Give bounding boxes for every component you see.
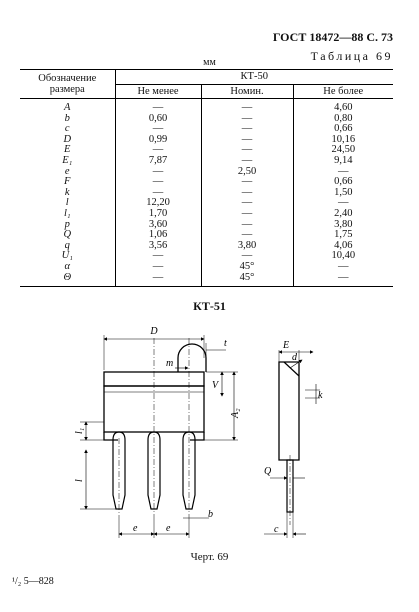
- cell-min: 12,20: [115, 198, 201, 209]
- dim-e-label-2: e: [166, 523, 171, 534]
- cell-nom: —: [201, 156, 293, 167]
- dim-b-label: b: [208, 509, 213, 520]
- cell-nom: —: [201, 188, 293, 199]
- cell-max: 1,75: [293, 230, 393, 241]
- table-row: [20, 273, 393, 287]
- page-footer: ¹/₂ 5—828: [12, 576, 54, 587]
- model-header: КТ-50: [115, 70, 393, 85]
- cell-sym: e: [64, 165, 70, 177]
- cell-max: 0,66: [293, 177, 393, 188]
- cell-min: 3,56: [115, 241, 201, 252]
- cell-sym: Q: [63, 229, 72, 241]
- cell-min: —: [115, 145, 201, 156]
- table-label: Таблица 69: [310, 49, 393, 63]
- cell-max: 4,60: [293, 99, 393, 114]
- cell-sym: U₁: [61, 250, 73, 262]
- dimensions-table: [20, 69, 393, 287]
- cell-max: —: [293, 198, 393, 209]
- cell-nom: 3,80: [201, 241, 293, 252]
- table-body: [20, 99, 393, 287]
- cell-sym: k: [64, 186, 70, 198]
- table-row: [20, 209, 393, 220]
- cell-min: —: [115, 167, 201, 178]
- table-row: [20, 99, 393, 114]
- table-row: [20, 156, 393, 167]
- cell-nom: 45°: [201, 273, 293, 287]
- cell-max: 0,66: [293, 124, 393, 135]
- dim-c-label: c: [274, 524, 279, 535]
- cell-sym: p: [64, 218, 70, 230]
- dim-A2-label: A₂: [230, 408, 241, 418]
- cell-max: 1,50: [293, 188, 393, 199]
- dim-t-label: t: [224, 338, 227, 349]
- cell-max: 9,14: [293, 156, 393, 167]
- drawing-caption: Черт. 69: [190, 551, 229, 563]
- col-nom: Номин.: [201, 84, 293, 99]
- technical-drawing: [0, 310, 419, 550]
- unit-label: мм: [203, 57, 216, 68]
- cell-nom: —: [201, 230, 293, 241]
- cell-nom: —: [201, 135, 293, 146]
- cell-min: —: [115, 177, 201, 188]
- cell-min: 3,60: [115, 220, 201, 231]
- cell-max: —: [293, 167, 393, 178]
- cell-max: 0,80: [293, 114, 393, 125]
- table-row: [20, 262, 393, 273]
- cell-sym: b: [64, 112, 70, 124]
- page-header: ГОСТ 18472—88 С. 73: [272, 30, 393, 44]
- dim-k-label: k: [318, 390, 323, 401]
- cell-nom: —: [201, 177, 293, 188]
- cell-max: 3,80: [293, 220, 393, 231]
- cell-nom: —: [201, 124, 293, 135]
- cell-min: 0,60: [115, 114, 201, 125]
- cell-min: —: [115, 188, 201, 199]
- cell-min: 1,06: [115, 230, 201, 241]
- cell-min: —: [115, 273, 201, 287]
- cell-min: —: [115, 262, 201, 273]
- cell-nom: —: [201, 198, 293, 209]
- cell-max: —: [293, 273, 393, 287]
- cell-nom: —: [201, 145, 293, 156]
- cell-sym: q: [64, 239, 70, 251]
- cell-min: —: [115, 251, 201, 262]
- col-max: Не более: [293, 84, 393, 99]
- cell-sym: Θ: [20, 273, 115, 287]
- dim-e-label-1: e: [133, 523, 138, 534]
- cell-max: 2,40: [293, 209, 393, 220]
- cell-nom: —: [201, 220, 293, 231]
- cell-sym: F: [64, 176, 71, 188]
- cell-sym: E₁: [62, 154, 73, 166]
- cell-max: —: [293, 262, 393, 273]
- cell-nom: —: [201, 251, 293, 262]
- cell-sym: α: [64, 260, 70, 272]
- cell-min: 0,99: [115, 135, 201, 146]
- cell-sym: c: [64, 123, 70, 135]
- cell-sym: D: [63, 133, 72, 145]
- cell-min: —: [115, 124, 201, 135]
- cell-min: 1,70: [115, 209, 201, 220]
- dim-Q-label: Q: [264, 466, 272, 477]
- cell-nom: 2,50: [201, 167, 293, 178]
- cell-nom: 45°: [201, 262, 293, 273]
- cell-nom: —: [201, 114, 293, 125]
- cell-sym: A: [64, 102, 71, 113]
- cell-sym: E: [64, 144, 71, 156]
- dim-E-label: E: [283, 340, 290, 351]
- dim-l1-label: l₁: [74, 427, 85, 434]
- cell-min: 7,87: [115, 156, 201, 167]
- cell-max: 4,06: [293, 241, 393, 252]
- cell-nom: —: [201, 99, 293, 114]
- dim-D-label: D: [150, 326, 158, 337]
- side-body: [279, 362, 299, 460]
- dim-l-label: l: [74, 479, 85, 482]
- cell-sym: l: [65, 197, 69, 209]
- cell-max: 10,16: [293, 135, 393, 146]
- col-min: Не менее: [115, 84, 201, 99]
- dim-V-label: V: [212, 380, 219, 391]
- dim-d-label: d: [292, 352, 297, 363]
- cell-max: 10,40: [293, 251, 393, 262]
- cell-min: —: [115, 99, 201, 114]
- cell-sym: l₁: [63, 207, 71, 219]
- cell-nom: —: [201, 209, 293, 220]
- dim-m-label: m: [166, 358, 174, 369]
- col-designation: Обозначение размера: [20, 70, 115, 99]
- cell-max: 24,50: [293, 145, 393, 156]
- drawing-title: КТ-51: [193, 299, 226, 313]
